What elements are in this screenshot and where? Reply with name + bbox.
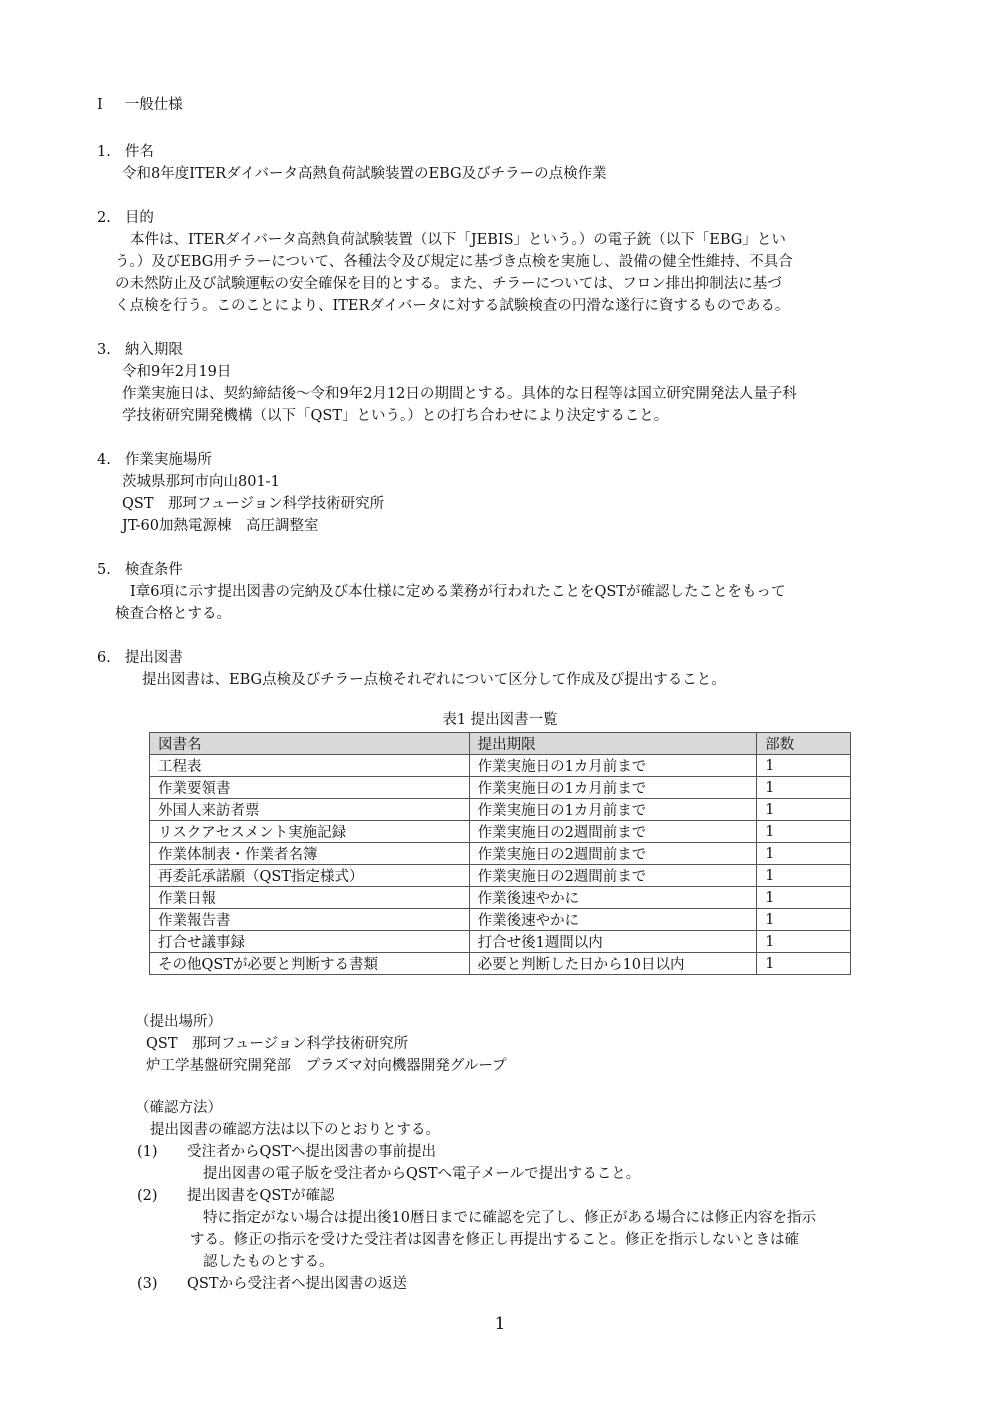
deadline: 打合せ後1週間以内	[469, 931, 757, 953]
section-2-line: う。）及びEBG用チラーについて、各種法令及び規定に基づき点検を実施し、設備の健全性維持、不具合	[115, 254, 793, 270]
table-row	[150, 953, 851, 975]
submission-place-label: （提出場所）	[135, 1014, 222, 1030]
confirmation-label: （確認方法）	[135, 1100, 222, 1116]
chapter-heading	[97, 95, 183, 115]
document-name: 再委託承諾願（QST指定様式）	[150, 865, 470, 887]
document-name: 外国人来訪者票	[150, 799, 470, 821]
section-1-heading	[97, 142, 154, 162]
confirmation-item-title: 受注者からQSTへ提出図書の事前提出	[187, 1144, 436, 1160]
table-row	[150, 909, 851, 931]
confirmation-item-number: (1)	[137, 1144, 158, 1160]
confirmation-item-title: QSTから受注者へ提出図書の返送	[187, 1276, 407, 1292]
section-title: 検査条件	[124, 562, 183, 578]
table-row	[150, 777, 851, 799]
table-row	[150, 931, 851, 953]
copies: 1	[757, 931, 851, 953]
section-3-line: 学技術研究開発機構（以下「QST」という。）との打ち合わせにより決定すること。	[122, 408, 669, 424]
page-number: 1	[494, 1314, 506, 1334]
section-title: 納入期限	[124, 342, 183, 358]
document-name: 作業報告書	[150, 909, 470, 931]
work-building: JT-60加熱電源棟 高圧調整室	[122, 518, 319, 534]
confirmation-item-line: する。修正の指示を受けた受注者は図書を修正し再提出すること。修正を指示しないときは確	[190, 1232, 799, 1248]
section-3-line: 作業実施日は、契約締結後～令和9年2月12日の期間とする。具体的な日程等は国立研究開発法人量子科	[122, 386, 797, 402]
section-number: 4.	[97, 452, 111, 468]
deadline: 必要と判断した日から10日以内	[469, 953, 757, 975]
section-6-body: 提出図書は、EBG点検及びチラー点検それぞれについて区分して作成及び提出すること。	[142, 672, 726, 688]
section-2-line: 本件は、ITERダイバータ高熱負荷試験装置（以下「JEBIS」という。）の電子銃（以下「EBG」とい	[130, 232, 786, 248]
document-name: 打合せ議事録	[150, 931, 470, 953]
work-institute: QST 那珂フュージョン科学技術研究所	[122, 496, 385, 512]
deadline: 作業実施日の2週間前まで	[469, 865, 757, 887]
deadline: 作業実施日の2週間前まで	[469, 821, 757, 843]
work-address: 茨城県那珂市向山801-1	[122, 474, 280, 490]
copies: 1	[757, 755, 851, 777]
document-name: その他QSTが必要と判断する書類	[150, 953, 470, 975]
section-2-line: く点検を行う。このことにより、ITERダイバータに対する試験検査の円滑な遂行に資するものである。	[115, 298, 790, 314]
section-number: 6.	[97, 650, 111, 666]
table-row	[150, 843, 851, 865]
section-4-heading	[97, 450, 212, 470]
column-header: 部数	[757, 733, 851, 755]
copies: 1	[757, 821, 851, 843]
copies: 1	[757, 865, 851, 887]
deadline: 作業実施日の2週間前まで	[469, 843, 757, 865]
copies: 1	[757, 909, 851, 931]
submission-place-line: 炉工学基盤研究開発部 プラズマ対向機器開発グループ	[146, 1058, 507, 1074]
table-row	[150, 887, 851, 909]
copies: 1	[757, 953, 851, 975]
confirmation-item-number: (2)	[137, 1188, 158, 1204]
section-2-line: の未然防止及び試験運転の安全確保を目的とする。また、チラーについては、フロン排出抑制法に基づ	[115, 276, 782, 292]
submission-place-line: QST 那珂フュージョン科学技術研究所	[146, 1036, 409, 1052]
confirmation-item-title: 提出図書をQSTが確認	[187, 1188, 335, 1204]
table-row	[150, 755, 851, 777]
document-name: 工程表	[150, 755, 470, 777]
section-2-heading	[97, 208, 154, 228]
chapter-number: Ⅰ	[97, 97, 103, 113]
section-6-heading	[97, 648, 183, 668]
section-5-line: Ⅰ章6項に示す提出図書の完納及び本仕様に定める業務が行われたことをQSTが確認したことをもって	[130, 584, 786, 600]
confirmation-item-line: 特に指定がない場合は提出後10暦日までに確認を完了し、修正がある場合には修正内容を指示	[203, 1210, 816, 1226]
document-name: 作業体制表・作業者名簿	[150, 843, 470, 865]
confirmation-intro: 提出図書の確認方法は以下のとおりとする。	[150, 1122, 440, 1138]
section-number: 5.	[97, 562, 111, 578]
document-name: 作業要領書	[150, 777, 470, 799]
delivery-deadline: 令和9年2月19日	[122, 364, 232, 380]
section-3-heading	[97, 340, 183, 360]
section-title: 作業実施場所	[124, 452, 212, 468]
table-header-row	[150, 733, 851, 755]
confirmation-item-line: 認したものとする。	[203, 1254, 334, 1270]
column-header: 提出期限	[469, 733, 757, 755]
chapter-title: 一般仕様	[124, 97, 183, 113]
column-header: 図書名	[150, 733, 470, 755]
confirmation-item-line: 提出図書の電子版を受注者からQSTへ電子メールで提出すること。	[203, 1166, 641, 1182]
copies: 1	[757, 887, 851, 909]
section-number: 3.	[97, 342, 111, 358]
table-row	[150, 821, 851, 843]
copies: 1	[757, 843, 851, 865]
document-name: 作業日報	[150, 887, 470, 909]
section-title: 目的	[124, 210, 154, 226]
section-title: 提出図書	[124, 650, 183, 666]
deadline: 作業実施日の1カ月前まで	[469, 755, 757, 777]
deadline: 作業後速やかに	[469, 909, 757, 931]
table-row	[150, 799, 851, 821]
table-row	[150, 865, 851, 887]
section-5-heading	[97, 560, 183, 580]
copies: 1	[757, 799, 851, 821]
document-name: リスクアセスメント実施記録	[150, 821, 470, 843]
submission-documents-table	[149, 732, 851, 975]
table-caption: 表1 提出図書一覧	[442, 712, 558, 728]
deadline: 作業実施日の1カ月前まで	[469, 777, 757, 799]
section-number: 2.	[97, 210, 111, 226]
section-title: 件名	[124, 144, 154, 160]
deadline: 作業実施日の1カ月前まで	[469, 799, 757, 821]
deadline: 作業後速やかに	[469, 887, 757, 909]
section-number: 1.	[97, 144, 111, 160]
section-5-line: 検査合格とする。	[115, 606, 231, 622]
confirmation-item-number: (3)	[137, 1276, 158, 1292]
section-1-body: 令和8年度ITERダイバータ高熱負荷試験装置のEBG及びチラーの点検作業	[122, 166, 607, 182]
copies: 1	[757, 777, 851, 799]
